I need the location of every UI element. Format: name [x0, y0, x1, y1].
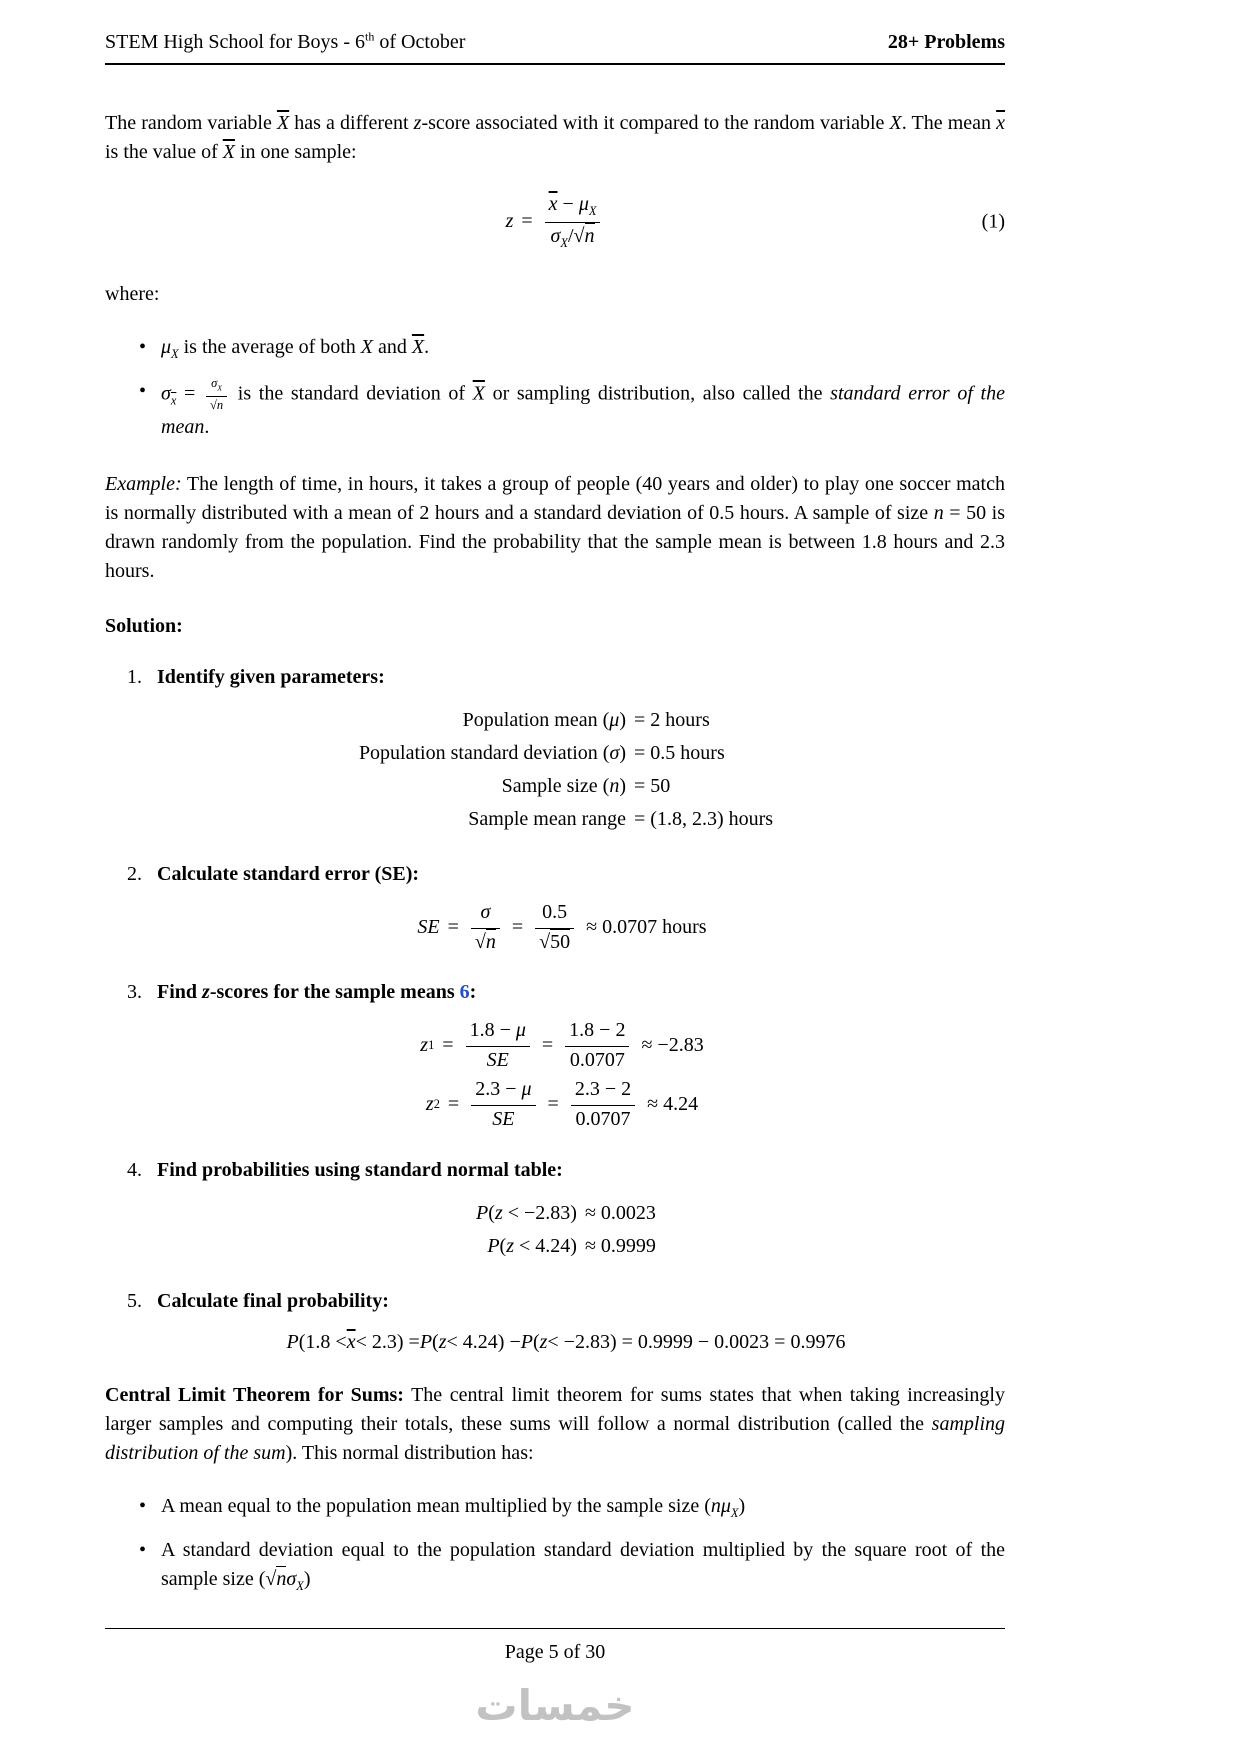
math-SE: SE [417, 916, 440, 939]
math-P: P [286, 1330, 299, 1353]
math-subscript-X: X [560, 235, 568, 250]
footer-rule [105, 1628, 1005, 1629]
fraction-numerator [466, 1019, 530, 1046]
math-sigma: σ [161, 382, 171, 405]
example-paragraph [105, 470, 1005, 586]
text-run: ). This normal distribution has: [285, 1441, 534, 1464]
math-z: z [539, 1330, 548, 1353]
math-xbar-capital: $\overline{X}$ [411, 336, 425, 359]
equals-sign: = [447, 1093, 460, 1116]
math-subscript-X: X [217, 383, 222, 393]
page-header [105, 0, 1005, 57]
math-xbar-small: $\overline{x}$ [346, 1330, 356, 1353]
fraction-denominator [471, 928, 500, 955]
text-run: and [373, 336, 412, 359]
fraction [571, 1078, 635, 1131]
bullet-item-mean [135, 1492, 1005, 1523]
step-5 [127, 1287, 1005, 1357]
step-title: Identify given parameters: [157, 666, 385, 688]
reference-link[interactable]: 6 [459, 981, 470, 1004]
text-run: . [204, 416, 210, 438]
text-run: is the standard deviation of [230, 382, 473, 405]
header-rule [105, 63, 1005, 65]
intro-paragraph [105, 109, 1005, 167]
header-school-name [105, 28, 465, 57]
math-n: n [609, 775, 620, 797]
equation-number: (1) [981, 210, 1005, 233]
step-number: 1. [127, 666, 142, 688]
slash: / [567, 224, 574, 247]
text-run: is the average of both [178, 336, 361, 359]
step-title: Calculate standard error (SE): [157, 863, 420, 885]
parameter-row [359, 770, 773, 803]
math-z: z [420, 1034, 429, 1057]
fraction [471, 1078, 535, 1131]
text-run: < −2.83) [502, 1201, 577, 1224]
math-x-capital: X [360, 336, 374, 359]
math-P: P [476, 1201, 489, 1224]
probability-row [476, 1230, 656, 1263]
text-run: STEM High School for Boys - 6 [105, 31, 365, 53]
ordinal-superscript: th [365, 29, 375, 44]
fraction-numerator [206, 377, 227, 396]
example-label: Example: [105, 473, 182, 495]
fraction [565, 1019, 629, 1072]
z1-equation [127, 1019, 1005, 1072]
math-mu: μ [161, 336, 172, 359]
math-n: n [710, 1494, 721, 1517]
emphasized-phrase: standard error of the mean [161, 382, 1005, 438]
step-1 [127, 663, 1005, 836]
page-content [105, 109, 1005, 1596]
fraction-denominator [206, 396, 227, 413]
probability-block [476, 1197, 656, 1263]
fraction [466, 1019, 530, 1072]
parameter-value: = (1.8, 2.3) hours [634, 808, 774, 830]
text-run: ( [432, 1330, 439, 1353]
text-run: in one sample: [234, 141, 357, 163]
fraction-denominator [535, 928, 574, 955]
fraction [535, 901, 574, 954]
fraction [545, 193, 601, 250]
minus-sign: − [557, 193, 579, 215]
step-title: Find probabilities using standard normal table: [157, 1158, 563, 1181]
math-z: z [202, 981, 210, 1004]
equals-sign: = [521, 210, 533, 233]
text-run: < 4.24) [514, 1234, 577, 1257]
bullet-item-sd [135, 1536, 1005, 1596]
solution-heading: Solution: [105, 615, 183, 637]
text-run: < 2.3) = [355, 1330, 420, 1353]
text-run: ) [738, 1494, 746, 1517]
math-xbar-capital: $\overline{X}$ [276, 112, 290, 134]
fraction-denominator: 0.0707 [571, 1105, 635, 1132]
math-mu: μ [578, 193, 589, 215]
math-sigma: σ [480, 901, 491, 923]
math-sigma: σ [550, 224, 561, 247]
square-root [265, 1566, 286, 1590]
math-sigma: σ [211, 376, 218, 391]
khamsat-watermark: خمسات [475, 1681, 635, 1730]
text-run: Sample mean range [468, 808, 626, 830]
zscore-equation [105, 193, 1005, 250]
solution-steps [127, 663, 1005, 1357]
radical-sign: √ [539, 930, 551, 953]
step-4-heading [127, 1156, 1005, 1185]
square-root [574, 223, 595, 247]
step-number: 2. [127, 863, 142, 885]
parameter-label [359, 770, 626, 803]
text-run: -score associated with it compared to the random variable [421, 112, 890, 134]
text-run: Population standard deviation ( [358, 742, 610, 764]
text-run: The random variable [105, 112, 277, 134]
math-z: z [505, 210, 514, 233]
math-n: n [216, 398, 224, 413]
step-number: 5. [127, 1289, 142, 1312]
math-mu: μ [720, 1494, 731, 1517]
radical-sign: √ [474, 930, 486, 953]
text-run: ( [488, 1201, 495, 1224]
math-z: z [413, 112, 422, 134]
equals-sign: = [541, 1034, 554, 1057]
fraction-numerator [545, 193, 601, 222]
equals-sign: = [442, 1034, 454, 1057]
radical-sign: √ [573, 224, 585, 247]
where-text: where: [105, 283, 160, 306]
bullet-item-sigma [135, 377, 1005, 442]
fraction-numerator: 2.3 − 2 [574, 1078, 632, 1101]
text-run: The central limit theorem for sums states that when taking increasingly larger samples and computing their totals, these sums will follow a normal distribution (called the [105, 1383, 1005, 1435]
text-run: has a different [289, 112, 414, 134]
fraction-numerator: 1.8 − 2 [569, 1019, 626, 1042]
parameter-row [359, 803, 773, 836]
square-root [210, 396, 223, 412]
text-run: < 4.24) − [446, 1330, 521, 1353]
text-run: . [424, 336, 430, 359]
math-sigma: σ [286, 1567, 297, 1590]
math-P: P [419, 1330, 433, 1353]
math-subscript-X: X [588, 204, 597, 218]
bullet-item-mu [135, 333, 1005, 364]
text-run: < −2.83) = 0.9999 − 0.0023 = 0.9976 [547, 1330, 846, 1353]
text-run: A mean equal to the population mean multiplied by the sample size ( [161, 1494, 711, 1517]
math-xbar-capital: $\overline{X}$ [222, 141, 235, 163]
parameter-value: = 0.5 hours [634, 742, 725, 764]
probability-value: ≈ 0.0023 [584, 1201, 656, 1224]
parameter-value: = 2 hours [634, 709, 710, 731]
math-xbar-small: $\overline{x}$ [548, 193, 558, 215]
text-run: . The mean [901, 112, 997, 134]
math-n: n [485, 930, 496, 953]
text-run: The length of time, in hours, it takes a group of people (40 years and older) to play one soccer match is normally distributed with a mean of 2 hours and a standard deviation of 0.5 hours. A sample of size [105, 473, 1005, 524]
text-run: ) [619, 775, 626, 797]
step-5-heading [127, 1287, 1005, 1316]
math-xbar-capital: $\overline{X}$ [472, 382, 485, 405]
emphasized-phrase: sampling distribution of the sum [105, 1412, 1005, 1464]
math-number: 50 [550, 930, 571, 953]
text-run: ( [532, 1330, 540, 1353]
approx-result: ≈ 4.24 [647, 1093, 699, 1116]
probability-expression [476, 1197, 577, 1230]
text-run: ( [499, 1234, 507, 1257]
math-n: n [584, 224, 595, 247]
math-SE: SE [471, 1105, 535, 1132]
clt-properties-list [135, 1492, 1005, 1596]
math-SE: SE [466, 1046, 530, 1073]
header-section-title: 28+ Problems [887, 31, 1005, 53]
probability-expression [476, 1230, 577, 1263]
text-run: ) [619, 709, 626, 731]
text-run: is the value of [105, 141, 223, 163]
equals-sign: = [176, 382, 203, 405]
math-subscript-2: 2 [433, 1096, 440, 1111]
text-run: ) [619, 742, 626, 764]
text-run: Find [157, 981, 203, 1004]
step-2 [127, 860, 1005, 954]
step-2-heading [127, 860, 1005, 889]
radical-sign: √ [265, 1567, 277, 1590]
math-z: z [425, 1093, 434, 1116]
approx-result: ≈ 0.0707 hours [586, 916, 707, 939]
probability-value: ≈ 0.9999 [584, 1234, 656, 1257]
parameter-row [359, 704, 773, 737]
square-root [539, 929, 570, 953]
fraction-numerator: 0.5 [542, 901, 568, 923]
math-mu: μ [515, 1019, 526, 1042]
definition-list [135, 333, 1005, 442]
parameter-label [359, 704, 626, 737]
math-subscript-xbar: x [170, 393, 177, 408]
step-3-heading [127, 978, 1005, 1007]
step-title: Calculate final probability: [157, 1289, 389, 1312]
text-run: of October [374, 31, 466, 53]
math-P: P [487, 1234, 500, 1257]
fraction-denominator: 0.0707 [565, 1046, 629, 1073]
math-n: n [933, 502, 944, 524]
step-1-heading [127, 663, 1005, 692]
math-x-capital: X [889, 112, 902, 134]
document-page [105, 0, 1005, 1754]
math-mu: μ [521, 1078, 532, 1101]
equals-sign: = [447, 916, 459, 939]
fraction-denominator [545, 222, 601, 251]
parameter-label [359, 803, 626, 836]
parameters-block [359, 704, 773, 836]
equals-sign: = [547, 1093, 559, 1116]
math-z: z [506, 1234, 514, 1257]
parameter-value: = 50 [634, 775, 671, 797]
text-run: Population mean ( [462, 709, 610, 731]
math-P: P [520, 1330, 533, 1353]
step-number: 4. [127, 1158, 142, 1181]
text-run: A standard deviation equal to the population standard deviation multiplied by the square root of the sample size ( [161, 1538, 1005, 1590]
step-number: 3. [127, 981, 142, 1004]
text-run: Sample size ( [501, 775, 610, 797]
radical-sign: √ [209, 398, 217, 413]
text-run: or sampling distribution, also called the [484, 382, 831, 405]
math-z: z [438, 1330, 447, 1353]
math-z: z [494, 1201, 503, 1224]
clt-sums-paragraph [105, 1381, 1005, 1468]
fraction [206, 377, 227, 413]
equals-sign: = [511, 916, 524, 939]
step-title [157, 978, 476, 1007]
math-subscript-X: X [171, 347, 179, 362]
step-4 [127, 1156, 1005, 1263]
math-subscript-1: 1 [428, 1037, 435, 1052]
probability-row [476, 1197, 656, 1230]
fraction [471, 901, 500, 954]
math-n: n [276, 1567, 287, 1590]
final-probability-equation [127, 1328, 1005, 1357]
text-run: = 50 is drawn randomly from the population. Find the probability that the sample mean is between 1.8 hours and 2.3 hours. [105, 502, 1006, 582]
page-footer [105, 1628, 1005, 1667]
text-run: : [469, 981, 477, 1004]
text-run: (1.8 < [298, 1330, 347, 1353]
math-number: 2.3 − [475, 1078, 522, 1101]
approx-result: ≈ −2.83 [641, 1034, 704, 1057]
math-subscript-X: X [730, 1505, 739, 1520]
math-xbar-small: $\overline{x}$ [996, 112, 1006, 134]
math-number: 1.8 − [469, 1019, 516, 1042]
math-subscript-X: X [296, 1578, 304, 1593]
step-3 [127, 978, 1005, 1131]
math-sigma: σ [609, 742, 620, 764]
math-mu: μ [609, 709, 620, 731]
square-root [475, 929, 496, 953]
text-run: ) [303, 1567, 311, 1590]
clt-sums-label: Central Limit Theorem for Sums: [105, 1383, 404, 1406]
fraction-numerator [471, 1078, 535, 1105]
z2-equation [127, 1078, 1005, 1131]
page-number: Page 5 of 30 [504, 1641, 606, 1663]
parameter-label [359, 737, 626, 770]
parameter-row [359, 737, 773, 770]
text-run: -scores for the sample means [209, 981, 460, 1004]
standard-error-equation [127, 901, 1005, 954]
